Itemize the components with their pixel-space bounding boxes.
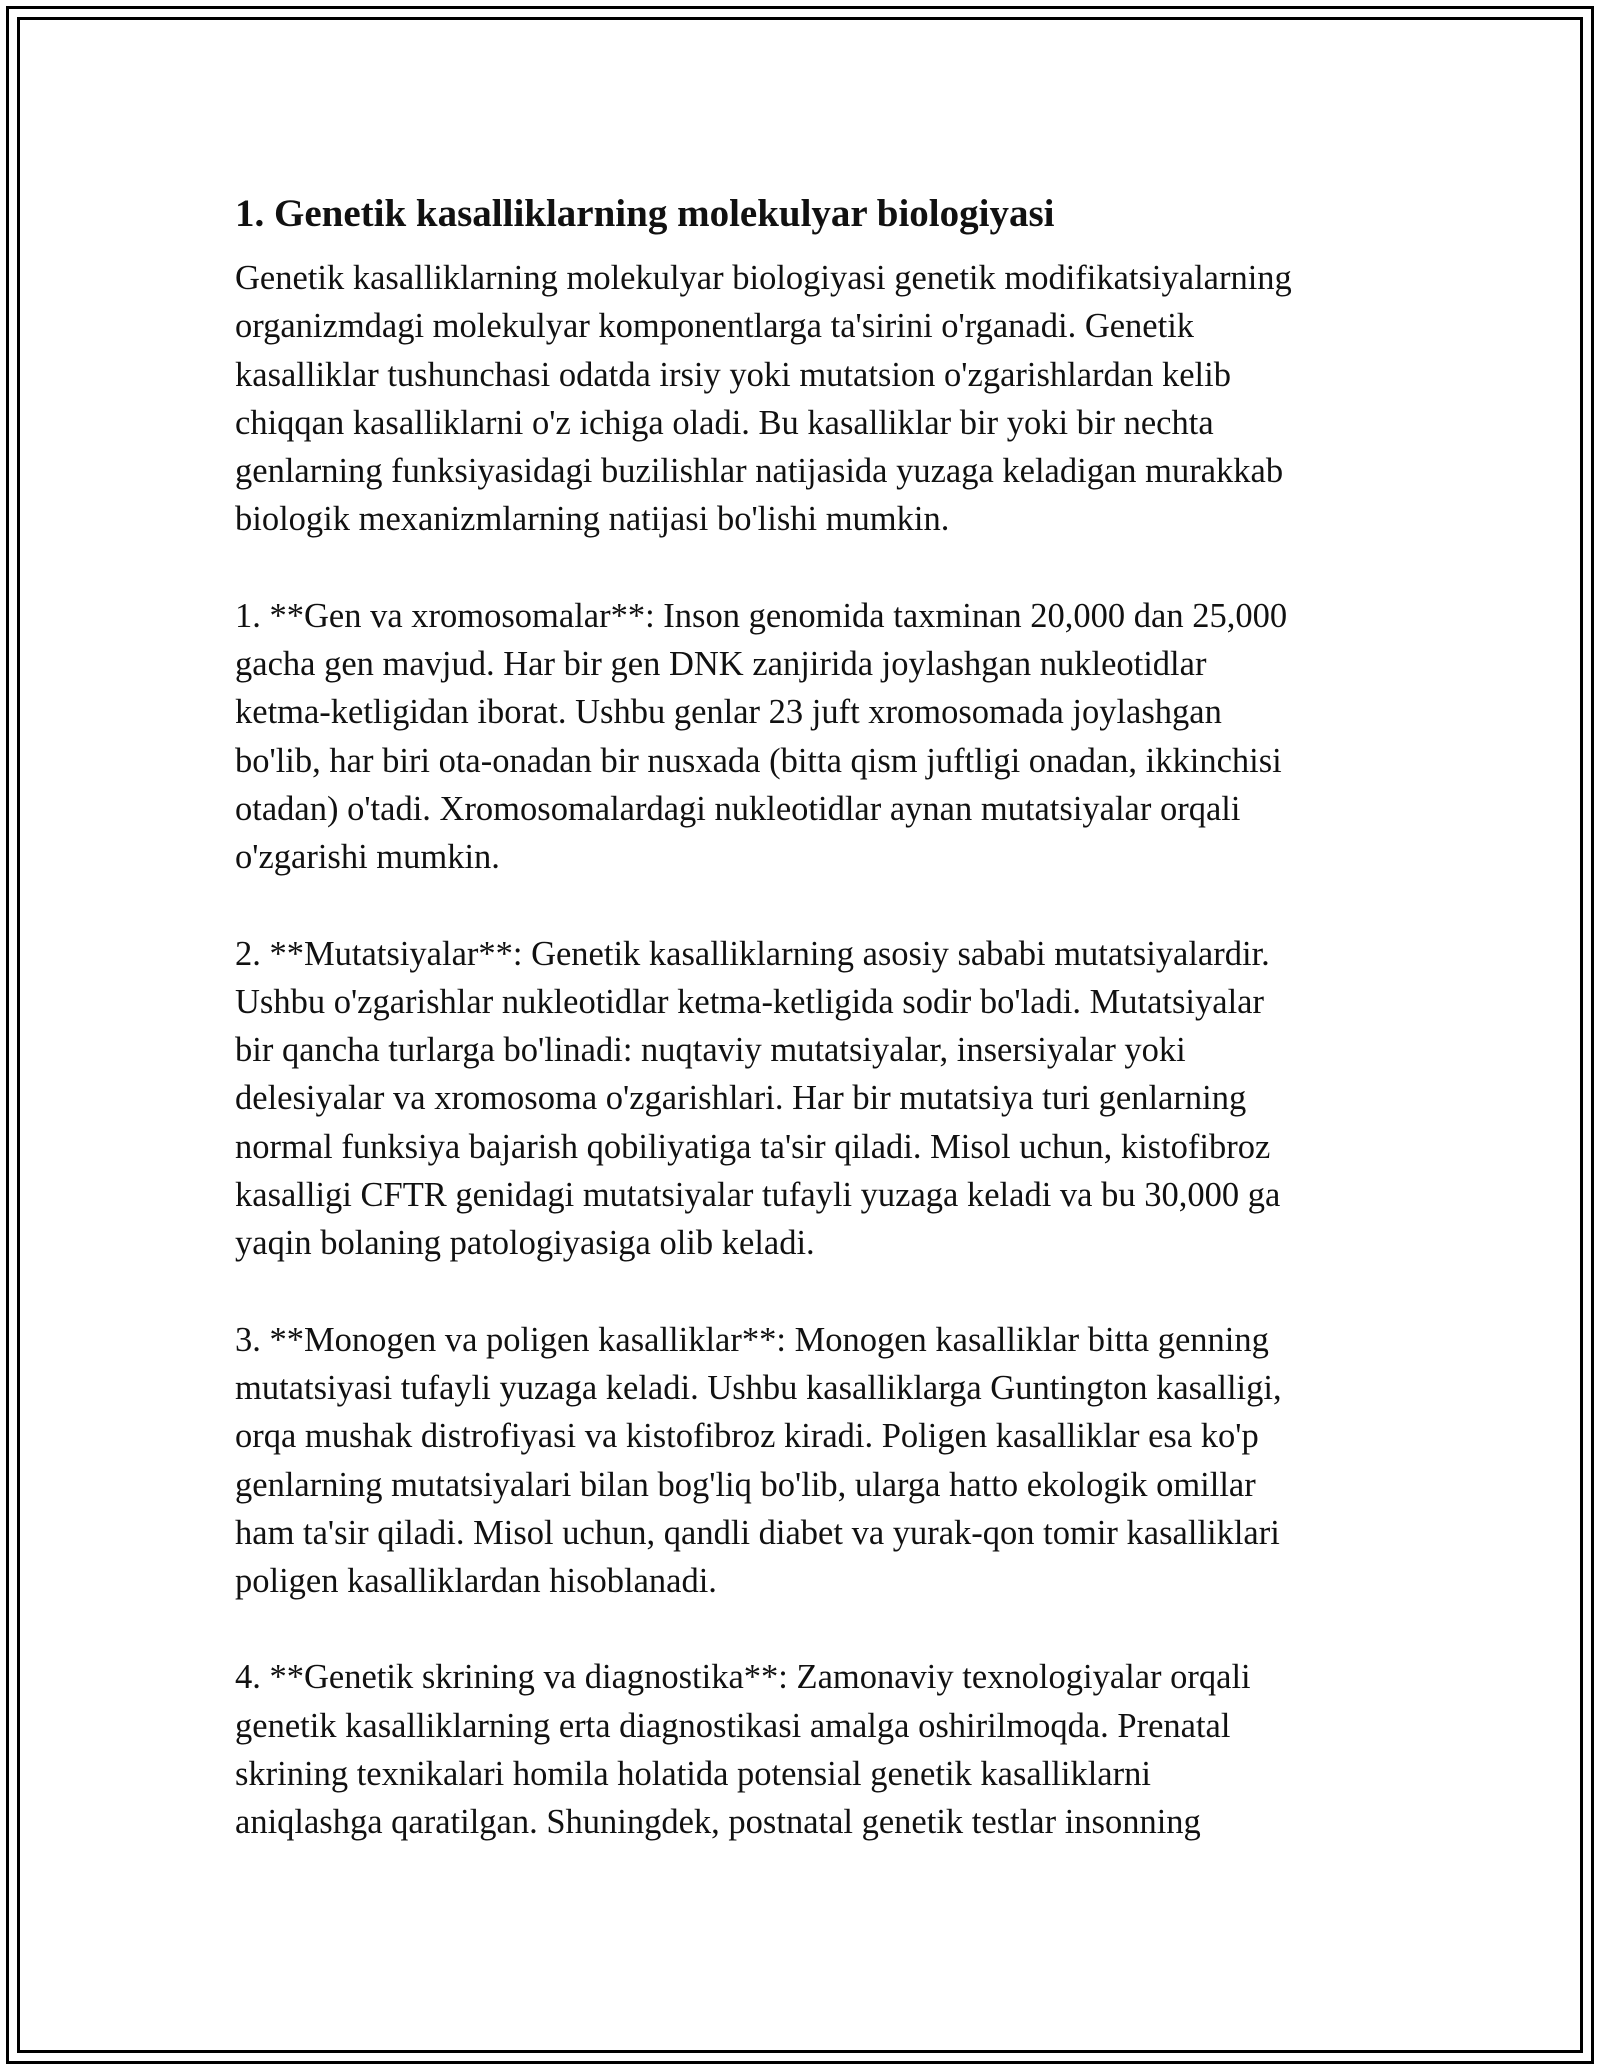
text-line: bo'lib, har biri ota-onadan bir nusxada (bitta qism juftligi onadan, ikkinchisi (235, 741, 1282, 780)
section-genes-chromosomes (235, 592, 1375, 882)
text-line: normal funksiya bajarish qobiliyatiga ta'sir qiladi. Misol uchun, kistofibroz (235, 1127, 1271, 1166)
text-line: poligen kasalliklardan hisoblanadi. (235, 1562, 717, 1601)
text-line: delesiyalar va xromosoma o'zgarishlari. Har bir mutatsiya turi genlarning (235, 1079, 1247, 1118)
text-line: otadan) o'tadi. Xromosomalardagi nukleotidlar aynan mutatsiyalar orqali (235, 789, 1241, 828)
text-line: mutatsiyasi tufayli yuzaga keladi. Ushbu kasalliklarga Guntington kasalligi, (235, 1368, 1282, 1407)
text-line: gacha gen mavjud. Har bir gen DNK zanjirida joylashgan nukleotidlar (235, 645, 1207, 684)
text-line: 2. **Mutatsiyalar**: Genetik kasalliklarning asosiy sababi mutatsiyalardir. (235, 934, 1270, 973)
text-line: genetik kasalliklarning erta diagnostikasi amalga oshirilmoqda. Prenatal (235, 1706, 1231, 1745)
text-line: Ushbu o'zgarishlar nukleotidlar ketma-ketligida sodir bo'ladi. Mutatsiyalar (235, 982, 1264, 1021)
text-line: aniqlashga qaratilgan. Shuningdek, postnatal genetik testlar insonning (235, 1803, 1201, 1842)
text-line: chiqqan kasalliklarni o'z ichiga oladi. Bu kasalliklar bir yoki bir nechta (235, 403, 1214, 442)
text-line: bir qancha turlarga bo'linadi: nuqtaviy mutatsiyalar, insersiyalar yoki (235, 1031, 1186, 1070)
text-line: kasalliklar tushunchasi odatda irsiy yoki mutatsion o'zgarishlardan kelib (235, 355, 1231, 394)
text-line: kasalligi CFTR genidagi mutatsiyalar tufayli yuzaga keladi va bu 30,000 ga (235, 1176, 1281, 1215)
text-line: o'zgarishi mumkin. (235, 838, 500, 877)
text-line: ketma-ketligidan iborat. Ushbu genlar 23 juft xromosomada joylashgan (235, 693, 1222, 732)
text-line: genlarning mutatsiyalari bilan bog'liq bo'lib, ularga hatto ekologik omillar (235, 1465, 1256, 1504)
text-line: organizmdagi molekulyar komponentlarga ta'sirini o'rganadi. Genetik (235, 307, 1195, 346)
text-line: Genetik kasalliklarning molekulyar biologiyasi genetik modifikatsiyalarning (235, 259, 1292, 297)
text-line: 3. **Monogen va poligen kasalliklar**: Monogen kasalliklar bitta genning (235, 1320, 1269, 1359)
document-body (235, 186, 1375, 1847)
text-line: yaqin bolaning patologiyasiga olib keladi. (235, 1224, 815, 1263)
intro-paragraph (235, 254, 1375, 544)
text-line: genlarning funksiyasidagi buzilishlar natijasida yuzaga keladigan murakkab (235, 452, 1284, 491)
text-line: 1. **Gen va xromosomalar**: Inson genomida taxminan 20,000 dan 25,000 (235, 596, 1288, 635)
text-line: skrining texnikalari homila holatida potensial genetik kasalliklarni (235, 1755, 1151, 1794)
document-title: 1. Genetik kasalliklarning molekulyar biologiyasi (235, 192, 1055, 235)
text-line: orqa mushak distrofiyasi va kistofibroz kiradi. Poligen kasalliklar esa ko'p (235, 1417, 1259, 1456)
text-line: 4. **Genetik skrining va diagnostika**: Zamonaviy texnologiyalar orqali (235, 1658, 1251, 1697)
section-mutations (235, 930, 1375, 1268)
section-screening-diagnostics (235, 1653, 1375, 1846)
text-line: ham ta'sir qiladi. Misol uchun, qandli diabet va yurak-qon tomir kasalliklari (235, 1513, 1280, 1552)
section-monogenic-polygenic (235, 1316, 1375, 1606)
text-line: biologik mexanizmlarning natijasi bo'lishi mumkin. (235, 500, 950, 539)
